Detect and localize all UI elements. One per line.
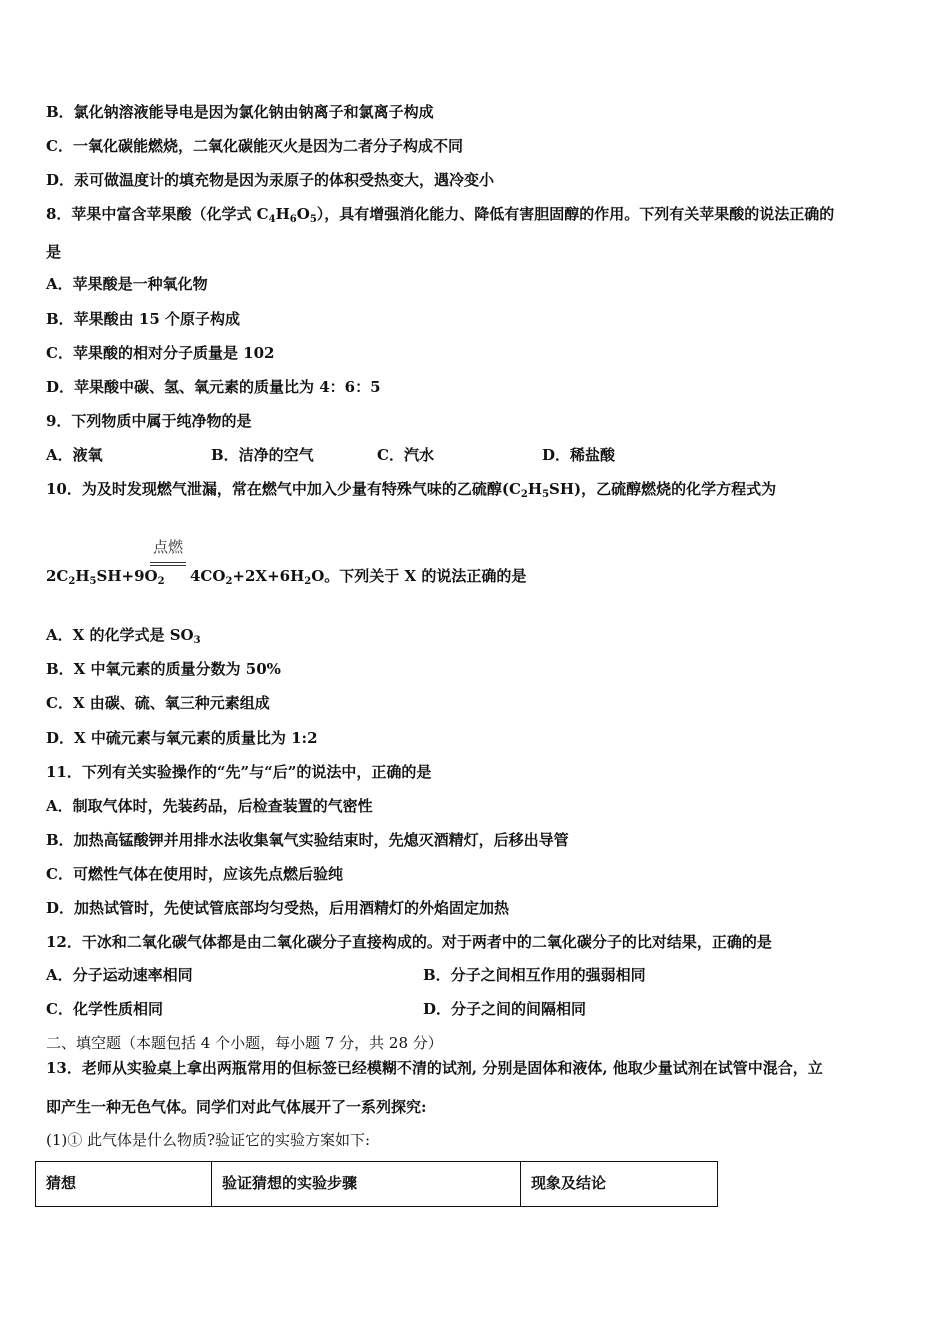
q11-option-c: C．可燃性气体在使用时，应该先点燃后验纯 [46,865,343,883]
q10-equation-right: $4CO_2+2X+6H_2O$。下列关于 X 的说法正确的是 [190,567,527,587]
q9-option-b: B．洁净的空气 [211,446,314,464]
q12-options-row2 [46,999,746,1019]
q11-option-b: B．加热高锰酸钾并用排水法收集氧气实验结束时，先熄灭酒精灯，后移出导管 [46,831,569,849]
q7-option-c: C．一氧化碳能燃烧，二氧化碳能灭火是因为二者分子构成不同 [46,137,463,155]
q13-stem-cont: 即产生一种无色气体。同学们对此气体展开了一系列探究: [46,1098,427,1116]
q9-stem: 9．下列物质中属于纯净物的是 [46,412,252,430]
q12-option-b: B．分子之间相互作用的强弱相同 [423,966,646,984]
q12-stem: 12．干冰和二氧化碳气体都是由二氧化碳分子直接构成的。对于两者中的二氧化碳分子的比对结果，正确的是 [46,933,772,951]
q7-option-d: D．汞可做温度计的填充物是因为汞原子的体积受热变大，遇冷变小 [46,171,495,189]
q9-option-c: C．汽水 [377,446,434,464]
q12-option-a: A．分子运动速率相同 [46,966,193,984]
q13-stem: 13．老师从实验桌上拿出两瓶常用的但标签已经模糊不清的试剂, 分别是固体和液体, 他取少量试剂在试管中混合，立 [46,1059,823,1077]
q8-option-c: C．苹果酸的相对分子质量是 102 [46,344,275,362]
q13-subquestion-1: (1)① 此气体是什么物质?验证它的实验方案如下: [46,1131,371,1149]
experiment-table [35,1161,718,1207]
q10-option-d: D．X 中硫元素与氧元素的质量比为 1:2 [46,729,318,747]
q10-option-c: C．X 由碳、硫、氧三种元素组成 [46,694,270,712]
table-row [36,1162,718,1207]
q10-equation-left: $2C_2H_5SH+9O_2$ [46,567,165,587]
q9-option-d: D．稀盐酸 [542,446,616,464]
q10-stem: 10．为及时发现燃气泄漏，常在燃气中加入少量有特殊气味的乙硫醇$(C_2H_5SH)$，乙硫醇燃烧的化学方程式为 [46,480,777,500]
q7-option-b: B．氯化钠溶液能导电是因为氯化钠由钠离子和氯离子构成 [46,103,434,121]
q12-option-d: D．分子之间的间隔相同 [423,1000,587,1018]
q9-option-a: A．液氧 [46,446,103,464]
q11-option-d: D．加热试管时，先使试管底部均匀受热，后用酒精灯的外焰固定加热 [46,899,510,917]
q10-option-a: A．X 的化学式是 $SO_3$ [46,626,201,646]
table-header-cell: 现象及结论 [521,1162,718,1207]
table-header-cell: 猜想 [36,1162,212,1207]
q12-options-row1 [46,965,746,985]
q8-option-b: B．苹果酸由 15 个原子构成 [46,310,240,328]
q11-option-a: A．制取气体时，先装药品，后检查装置的气密性 [46,797,373,815]
q8-stem: 8．苹果中富含苹果酸（化学式 $C_4H_6O_5$），具有增强消化能力、降低有害胆固醇的作用。下列有关苹果酸的说法正确的 [46,205,835,225]
q10-option-b: B．X 中氧元素的质量分数为 50% [46,660,281,678]
equation-bar [150,562,186,563]
table-header-cell: 验证猜想的实验步骤 [212,1162,521,1207]
reaction-condition: 点燃 [152,538,183,556]
q8-stem-cont: 是 [46,243,62,261]
q12-option-c: C．化学性质相同 [46,1000,163,1018]
section-heading: 二、填空题（本题包括 4 个小题，每小题 7 分，共 28 分） [46,1034,443,1052]
q11-stem: 11．下列有关实验操作的“先”与“后”的说法中，正确的是 [46,763,432,781]
q9-options [46,445,746,465]
q8-option-a: A．苹果酸是一种氧化物 [46,275,208,293]
q8-option-d: D．苹果酸中碳、氢、氧元素的质量比为 4：6：5 [46,378,381,396]
